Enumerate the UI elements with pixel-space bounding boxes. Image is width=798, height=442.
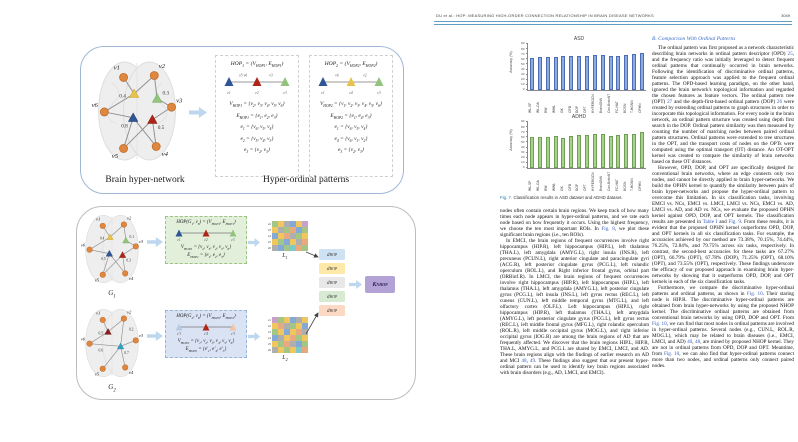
left-text-column [500,208,649,376]
bar-GK [561,56,565,90]
hop-g2-edge-set: $E_{HOP2} = \{e'_1$, $e'_4$, $e'_3$} [185,347,227,354]
reference-link[interactable]: 40 [687,338,693,345]
y-tick: 0 [526,167,528,168]
matrix-row-label: v6 [267,348,271,352]
svg-text:v6: v6 [80,242,86,248]
y-tick: 30 [526,152,528,153]
paragraph: In EMCI, the brain regions of frequent occurrences involve right hippocampus (HIP.R), left hippocampus (HIP.L), left thalamus (THA.L), left amygdala (AMYG.L), right insula (INS.R), left precuneus (PCUN.L), right anterior cingulate and paracingulate gyri (ACG.R), left posterior cingulate gyrus (PCG.L), left rolandic operculum (ROL.L), and Right inferior frontal gyrus, orbital part (ORBinf.R). In LMCI, the brain regions of frequent occurrences involve right hippocampus (HIP.R), left hippocampus (HIP.L), left thalamus (THA.L), left amygdala (AMYG.L), left posterior cingulate gyrus (PCG.L), left insula (INS.L), left gyrus rectus (REC.L), left cuneus (CUN.L), left middle temporal gyrus (MTG.L), and left olfactory cortex (OLF.L). Left hippocampus (HIP.L), right hippocampus (HIP.R), left thalamus (THA.L), left amygdala (AMYG.L), left posterior cingulate gyrus (PCG.L), left gyrus rectus (REC.L), left middle frontal gyrus (MFG.L), right rolandic operculum (ROL.R), left middle occipital gyrus (MOG.L), and right inferior occipital gyrus (IOG.R) are among the brain regions of AD that are frequently affected. We discover that the brain regions HIP.L, HIP.R, THA.L, AMYG.L, and PCG.L are shared by EMCI, LMCI, and AD. These brain regions align with the findings of earlier research on AD and MCI 48, 49. These findings also suggest that our present hyper-ordinal pattern can be used to identify key brain regions associated with brain disorders (e.g., AD, LMCI, and EMCI). [500,238,650,376]
svg-text:v2: v2 [158,62,166,70]
x-label: HYPERGCN [591,94,596,113]
svg-text:v4: v4 [128,276,134,282]
hop2-edge-set: $E_{HOP2} = \{e_1$, $e_4$, $e_3$} [330,112,372,120]
y-tick: 80 [526,126,528,127]
header-rule [434,21,792,25]
bar-Con-BrainNT [609,136,613,168]
matrix-row-label: v6 [267,246,271,250]
svg-text:v5 v4: v5 v4 [239,73,247,78]
hop-g2-vertex-set: $V_{HOP2} = \{v_1$, $v_2$, $v_3$, $v_4$, $v_5$, $v_6$} [177,338,235,345]
bar-WL-OA [538,57,542,90]
g2-label: $G_2$ [108,383,116,394]
hop2-e3: $e_3 = \{v_2$, $v_3$} [337,147,365,155]
x-label: BrainGNN [599,175,604,191]
brain-hypernetwork-label: Brain hyper-network [105,175,185,185]
svg-text:0.5: 0.5 [157,125,165,132]
dhop-stack [319,249,345,316]
chart-title: ADHD [571,114,587,120]
brain-outline [86,215,139,282]
svg-text:v4: v4 [128,370,134,376]
svg-text:e′3: e′3 [230,332,236,337]
bar-OPT [585,135,589,168]
matrix-row-label: v2 [267,324,271,328]
reference-link[interactable]: Fig. 9 [728,218,741,225]
svg-text:e′4: e′4 [203,332,209,337]
svg-text:v5: v5 [111,153,119,161]
dhop-distance-box: d HOP [319,291,345,302]
bar-RW [546,137,550,168]
hop2-pattern-box [309,55,393,177]
x-axis-labels [527,92,645,113]
bar-BrainGNN [601,55,605,90]
bar-WL-SP [530,137,534,168]
hop-g1-vertex-set: $V_{HOP1} = \{v_2$, $v_3$, $v_4$, $v_5$, $v_6$} [180,244,232,251]
dhop-distance-box: d HOP [319,263,345,274]
svg-text:e1: e1 [321,90,325,95]
matrix-cell [302,347,308,353]
figure-caption [500,195,650,201]
x-label: WWL [551,182,556,191]
svg-text:0.7: 0.7 [124,351,129,356]
bar-series [528,44,646,90]
svg-text:v6: v6 [335,73,339,78]
hop-g1-motif [171,228,241,242]
bar-OPD [569,56,573,90]
hop2-e4: $e_4 = \{v_6$, $v_1$, $v_2$} [334,135,368,143]
reference-link[interactable]: 27 [667,98,673,105]
bar-T-HGNN [632,54,636,90]
y-tick: 50 [526,63,528,64]
svg-text:e2: e2 [204,238,208,243]
x-label: RW [544,185,548,191]
svg-text:0.2: 0.2 [128,327,134,332]
svg-text:v6: v6 [80,336,86,342]
x-label: DOP [575,105,580,113]
x-axis-labels [527,170,645,191]
x-label: GK [559,186,564,191]
y-tick: 20 [526,79,528,80]
hop-g1-box [165,216,247,264]
hop1-e2: $e_2 = \{v_5$, $v_4$, $v_3$} [240,135,274,143]
matrix-row-label: v3 [267,330,271,334]
brain-outline [86,309,139,376]
bar-BOSN [624,134,628,168]
l2-grid [272,317,308,353]
plot-area [521,41,646,92]
x-label: OPT [583,184,588,191]
x-label: BOSN [622,181,627,191]
x-label: GK [559,108,564,113]
x-label: T-HGNN [630,100,635,113]
y-tick: 20 [526,157,528,158]
x-label: RW [544,107,548,113]
svg-text:0.3: 0.3 [126,258,131,263]
brain-hypernetwork-diagram [89,53,185,169]
y-tick: 30 [526,74,528,75]
svg-text:v1: v1 [95,216,101,222]
hop2-motif [311,73,391,97]
y-tick: 0 [526,89,528,90]
y-tick: 60 [526,58,528,59]
svg-text:e1: e1 [177,238,181,243]
text-page [430,0,798,442]
svg-text:v3: v3 [269,73,273,78]
dhop-distance-box: d HOP [319,305,345,316]
svg-text:v2: v2 [126,309,132,315]
matrix-cell [302,245,308,251]
hop1-e1: $e_1 = \{v_6$, $v_5$, $v_4$} [240,124,274,132]
svg-text:e1: e1 [227,90,231,95]
right-text-column [652,36,794,369]
x-label: OPHN [638,103,643,113]
bar-DOP [577,56,581,90]
figure-caption-number: Fig. 7. [500,195,513,200]
l2-row-labels [263,317,271,353]
svg-text:v1: v1 [113,64,121,72]
l1-label: $L_1$ [282,253,288,261]
flow-arrow-icon [147,331,163,341]
flow-arrow-icon [189,107,207,118]
x-label: WL-OA [536,180,541,191]
flow-arrow-icon [349,280,362,289]
matrix-row-label: v2 [267,222,271,226]
bar-WL-SP [530,58,534,90]
panel-kernel-computation [76,206,416,400]
svg-text:e′1: e′1 [176,332,182,337]
flow-arrow-icon [248,238,260,247]
y-tick: 10 [526,162,528,163]
l1-grid [272,221,308,251]
matrix-row-label: v3 [267,228,271,232]
x-label: OPD [567,183,572,191]
hop2-e1: $e_1 = \{v_6$, $v_5$, $v_4$} [334,124,368,132]
paragraph: The ordinal pattern was first proposed as a network characteristic describing brain networks in ordinal pattern descriptor (OPD) 25, and the frequency ratio was initially leveraged to detect frequent ordinal patterns that continually occurred in brain networks. Following the identification of discriminative ordinal patterns, feature selection approach was applied to the frequent ordinal patterns. The OPD-based learning paradigm, on the other hand, ignored the brain network's topological information and regarded the chosen features as feature vectors. The ordinal pattern tree (OPT) 27 and the depth-first-based ordinal pattern (DOP) 26 were created by extending ordinal patterns to graph structures in order to incorporate this topological information. For every node in the brain network, an ordinal pattern structure was created using depth first search in the DOP. Ordinal pattern similarity was then measured by counting the number of matching nodes between paired ordinal pattern structures. Ordinal patterns were extended to tree structures in the OPT, and the transport costs of nodes on the OPTs were computed using the optimal transport (OT) distance. An OT-OPT kernel was created to compare the similarity of brain networks based on these OT distances. [652,44,794,165]
dhop-distance-box: d HOP [319,277,345,288]
svg-text:v3: v3 [138,239,144,245]
y-axis-label: Accuracy (%) [509,51,513,73]
x-label: BOSN [622,103,627,113]
flow-arrow-icon [147,237,163,247]
reference-link[interactable]: Fig. 8 [601,226,615,232]
y-tick: 60 [526,136,528,137]
x-label: FC-HAT [614,179,619,191]
svg-text:e3: e3 [283,90,287,95]
y-axis-label: Accuracy (%) [509,129,513,151]
hop1-edge-set: $E_{HOP1} = \{e_1$, $e_2$, $e_3$} [236,112,278,120]
svg-text:v5: v5 [94,277,99,283]
y-tick: 40 [526,147,528,148]
hop-g2-motif [171,322,241,336]
reference-link[interactable]: Fig. 10 [663,350,680,357]
svg-text:0.6: 0.6 [98,348,104,353]
x-label: BrainGNN [599,97,604,113]
bar-FC-HAT [616,56,620,91]
adhd-accuracy-chart [503,114,655,192]
hop1-vertex-set: $V_{HOP1} = \{v_2$, $v_3$, $v_4$, $v_5$, $v_6$} [229,101,285,109]
bar-RW [546,57,550,90]
y-tick: 80 [526,48,528,49]
svg-text:v1: v1 [95,310,101,316]
hop2-vertex-set: $V_{HOP2} = \{v_1$, $v_2$, $v_3$, $v_4$, $v_5$, $v_6$} [319,101,383,109]
brain-network-g2 [79,303,145,383]
reference-link[interactable]: 48 [695,338,701,345]
label-matrix-l1 [263,221,308,251]
svg-text:0.5: 0.5 [101,257,106,262]
hop1-motif [217,73,297,97]
paragraph: However, OPD, DOP, and OPT are specifically designed for conventional brain networks, where an edge connects only two nodes, and cannot be directly applied to brain hyper-networks. We build the OPHN kernel to quantify the similarity between pairs of brain hyper-networks and propose the hyper-ordinal pattern to overcome this limitation. In six classification tasks, involving EMCI vs. NCs, EMCI vs. LMCI, LMCI vs. NCs, EMCI vs. AD, LMCI vs. AD, and AD vs. NCs, we evaluate the proposed OPHN kernel against OPD, DOP, and OPT kernels. The classification results are presented in Table I and Fig. 9. From these results, it is evident that the proposed OPHN kernel outperforms OPD, DOP, and OPT kernels in all six classification tasks. For example, the accuracies achieved by our method are 73.38%, 70.15%, 74.44%, 76.25%, 72.84%, and 79.75% across six tasks, respectively. In contrast, the second-best accuracies for these tasks are 67.27% (OPT), 66.79% (OPT), 67.78% (DOP), 71.25% (OPT), 68.10% (OPT), and 73.55% (OPT), respectively. These findings underscore the efficacy of our proposed approach in examining brain hyper-networks by showing that it outperforms OPD, DOP, and OPT kernels in each of the six classification tasks. [652,164,794,285]
hop-g2-box [165,310,247,358]
bar-series [528,122,646,168]
dhop-distance-box: d HOP [319,249,345,260]
svg-text:e3: e3 [231,238,235,243]
svg-text:0.4: 0.4 [99,236,105,241]
svg-text:v2: v2 [363,73,367,78]
svg-text:v2: v2 [126,215,132,221]
y-tick: 40 [526,69,528,70]
bar-DOP [577,135,581,168]
reference-link[interactable]: Table I [702,218,718,225]
x-label: Con-BrainNT [606,93,611,113]
x-label: WL-SP [528,102,533,113]
matrix-row-label: v5 [267,342,271,346]
matrix-row-label: v4 [267,336,271,340]
hop1-e3: $e_3 = \{v_2$, $v_3$} [243,147,271,155]
svg-text:0.5: 0.5 [98,331,104,336]
g1-label: $G_1$ [108,289,116,300]
y-tick: 50 [526,141,528,142]
svg-text:0.1: 0.1 [129,234,135,239]
matrix-row-label: v5 [267,240,271,244]
reference-link[interactable]: 25 [787,50,793,57]
page-number: 3049 [781,13,790,18]
hop1-title: $HOP_1 = (V_{HOP1}$, $E_{HOP1}$) [230,61,284,69]
svg-text:v4: v4 [161,151,169,159]
hop-g2-title: $HOP(G_2$, $v_6) = (V_{HOP2}$, $E_{HOP2}$) [176,314,236,320]
brain-network-g1 [79,209,145,289]
panel-brain-hypernetwork [80,46,404,194]
bar-HYPERGCN [593,134,597,168]
x-label: DOP [575,183,580,191]
x-label: WL-OA [536,102,541,113]
bar-OPD [569,136,573,168]
bar-OPHN [640,53,644,91]
svg-text:v3: v3 [176,97,183,105]
x-label: OPD [567,105,572,113]
figure-caption-text: Classification results in ASD dataset and ADHD dataset. [513,195,623,200]
svg-text:e3: e3 [377,90,381,95]
reference-link[interactable]: 26 [776,98,783,105]
x-label: HYPERGCN [591,172,596,191]
knhop-kernel-box: K NHOP [365,276,395,293]
running-header: DU et al.: HOP: MEASURING HIGH-ORDER CONNECTION RELATIONSHIP IN BRAIN DISEASE NETWORKS [436,13,654,18]
bar-WWL [554,57,558,90]
paragraph: nodes often contain certain brain regions. We keep track of how many times each node appears in hyper-ordinal patterns, and we rate each node based on how frequently it occurs. Using the highest frequency, we choose the ten most important ROIs. In Fig. 8, we plot these significant brain regions (i.e., ten ROIs). [500,208,650,238]
chart-title: ASD [573,36,585,42]
svg-text:v3: v3 [138,333,144,339]
bar-BOSN [624,55,628,90]
section-paragraphs [652,45,794,369]
svg-text:0.3: 0.3 [162,90,170,97]
svg-text:e4: e4 [349,90,353,95]
plot-area [521,119,646,170]
bar-WL-OA [538,137,542,168]
bar-BrainGNN [601,134,605,168]
bar-GK [561,138,565,168]
y-tick: 70 [526,131,528,132]
bar-FC-HAT [616,135,620,168]
brain-outline [99,62,176,160]
x-label: OPHN [638,181,643,191]
hop1-pattern-box [215,55,299,177]
label-matrix-l2 [263,317,308,353]
paragraph: Furthermore, we compare the discriminative hyper-ordinal patterns and ordinal patterns, as shown in Fig. 10. Their staring node is HIP.R. The discriminative hyper-ordinal patterns are obtained from brain hyper-networks by using the proposed NHOP kernel. The discriminative ordinal patterns are obtained from conventional brain networks by using OPD, DOP and OPT. From Fig. 10, we can find that most nodes in ordinal patterns are involved in hyper-ordinal patterns. Several nodes (e.g., CUN.L, ROL.R, MOG.L), which may be related to brain diseases (i.e., EMCI, LMCI, and AD) 40, 48, are mined by proposed NHOP kernel. They are not in ordinal patterns from OPD, DOP and OPT. Meantime, from Fig. 10, we can also find that hyper-ordinal patterns connect more than two nodes, and ordinal patterns only connect paired nodes. [652,284,795,369]
bar-OPHN [640,132,644,168]
hop-g1-edge-set: $E_{HOP1} = \{e_1$, $e_2$, $e_3$} [187,253,225,260]
reference-link[interactable]: 48 [521,358,527,364]
svg-text:0.8: 0.8 [121,123,128,130]
y-tick: 90 [526,43,528,44]
x-label: Con-BrainNT [606,171,611,191]
bar-T-HGNN [632,134,636,169]
y-tick: 70 [526,53,528,54]
asd-accuracy-chart [503,36,655,114]
flow-arrow-icon [248,332,260,341]
matrix-row-label: v4 [267,234,271,238]
reference-link[interactable]: 49 [529,358,536,364]
reference-link[interactable]: Fig. 10 [652,320,667,327]
l1-row-labels [263,221,271,251]
x-label: FC-HAT [614,101,619,113]
bar-Con-BrainNT [609,56,613,90]
svg-text:e2: e2 [255,90,259,95]
x-label: OPT [583,106,588,113]
hop-g1-title: $HOP(G_1$, $v_6) = (V_{HOP1}$, $E_{HOP1}$) [176,220,236,226]
bar-HYPERGCN [593,55,597,90]
x-label: WL-SP [528,180,533,191]
hop2-title: $HOP_2 = (V_{HOP2}$, $E_{HOP2}$) [324,61,378,69]
svg-text:v6: v6 [91,102,98,110]
bar-OPT [585,56,589,90]
reference-link[interactable]: Fig. 10 [746,290,763,297]
matrix-row-label: v1 [267,318,271,322]
l2-label: $L_2$ [282,355,288,363]
y-tick: 90 [526,121,528,122]
svg-text:0.4: 0.4 [119,93,126,100]
y-tick: 10 [526,84,528,85]
hyper-ordinal-patterns-label: Hyper-ordinal patterns [262,175,350,185]
section-heading: B. Comparison With Ordinal Patterns [652,36,736,42]
bar-WWL [554,136,558,168]
svg-text:v5: v5 [94,371,99,377]
x-label: T-HGNN [630,178,635,191]
x-label: WWL [551,104,556,113]
